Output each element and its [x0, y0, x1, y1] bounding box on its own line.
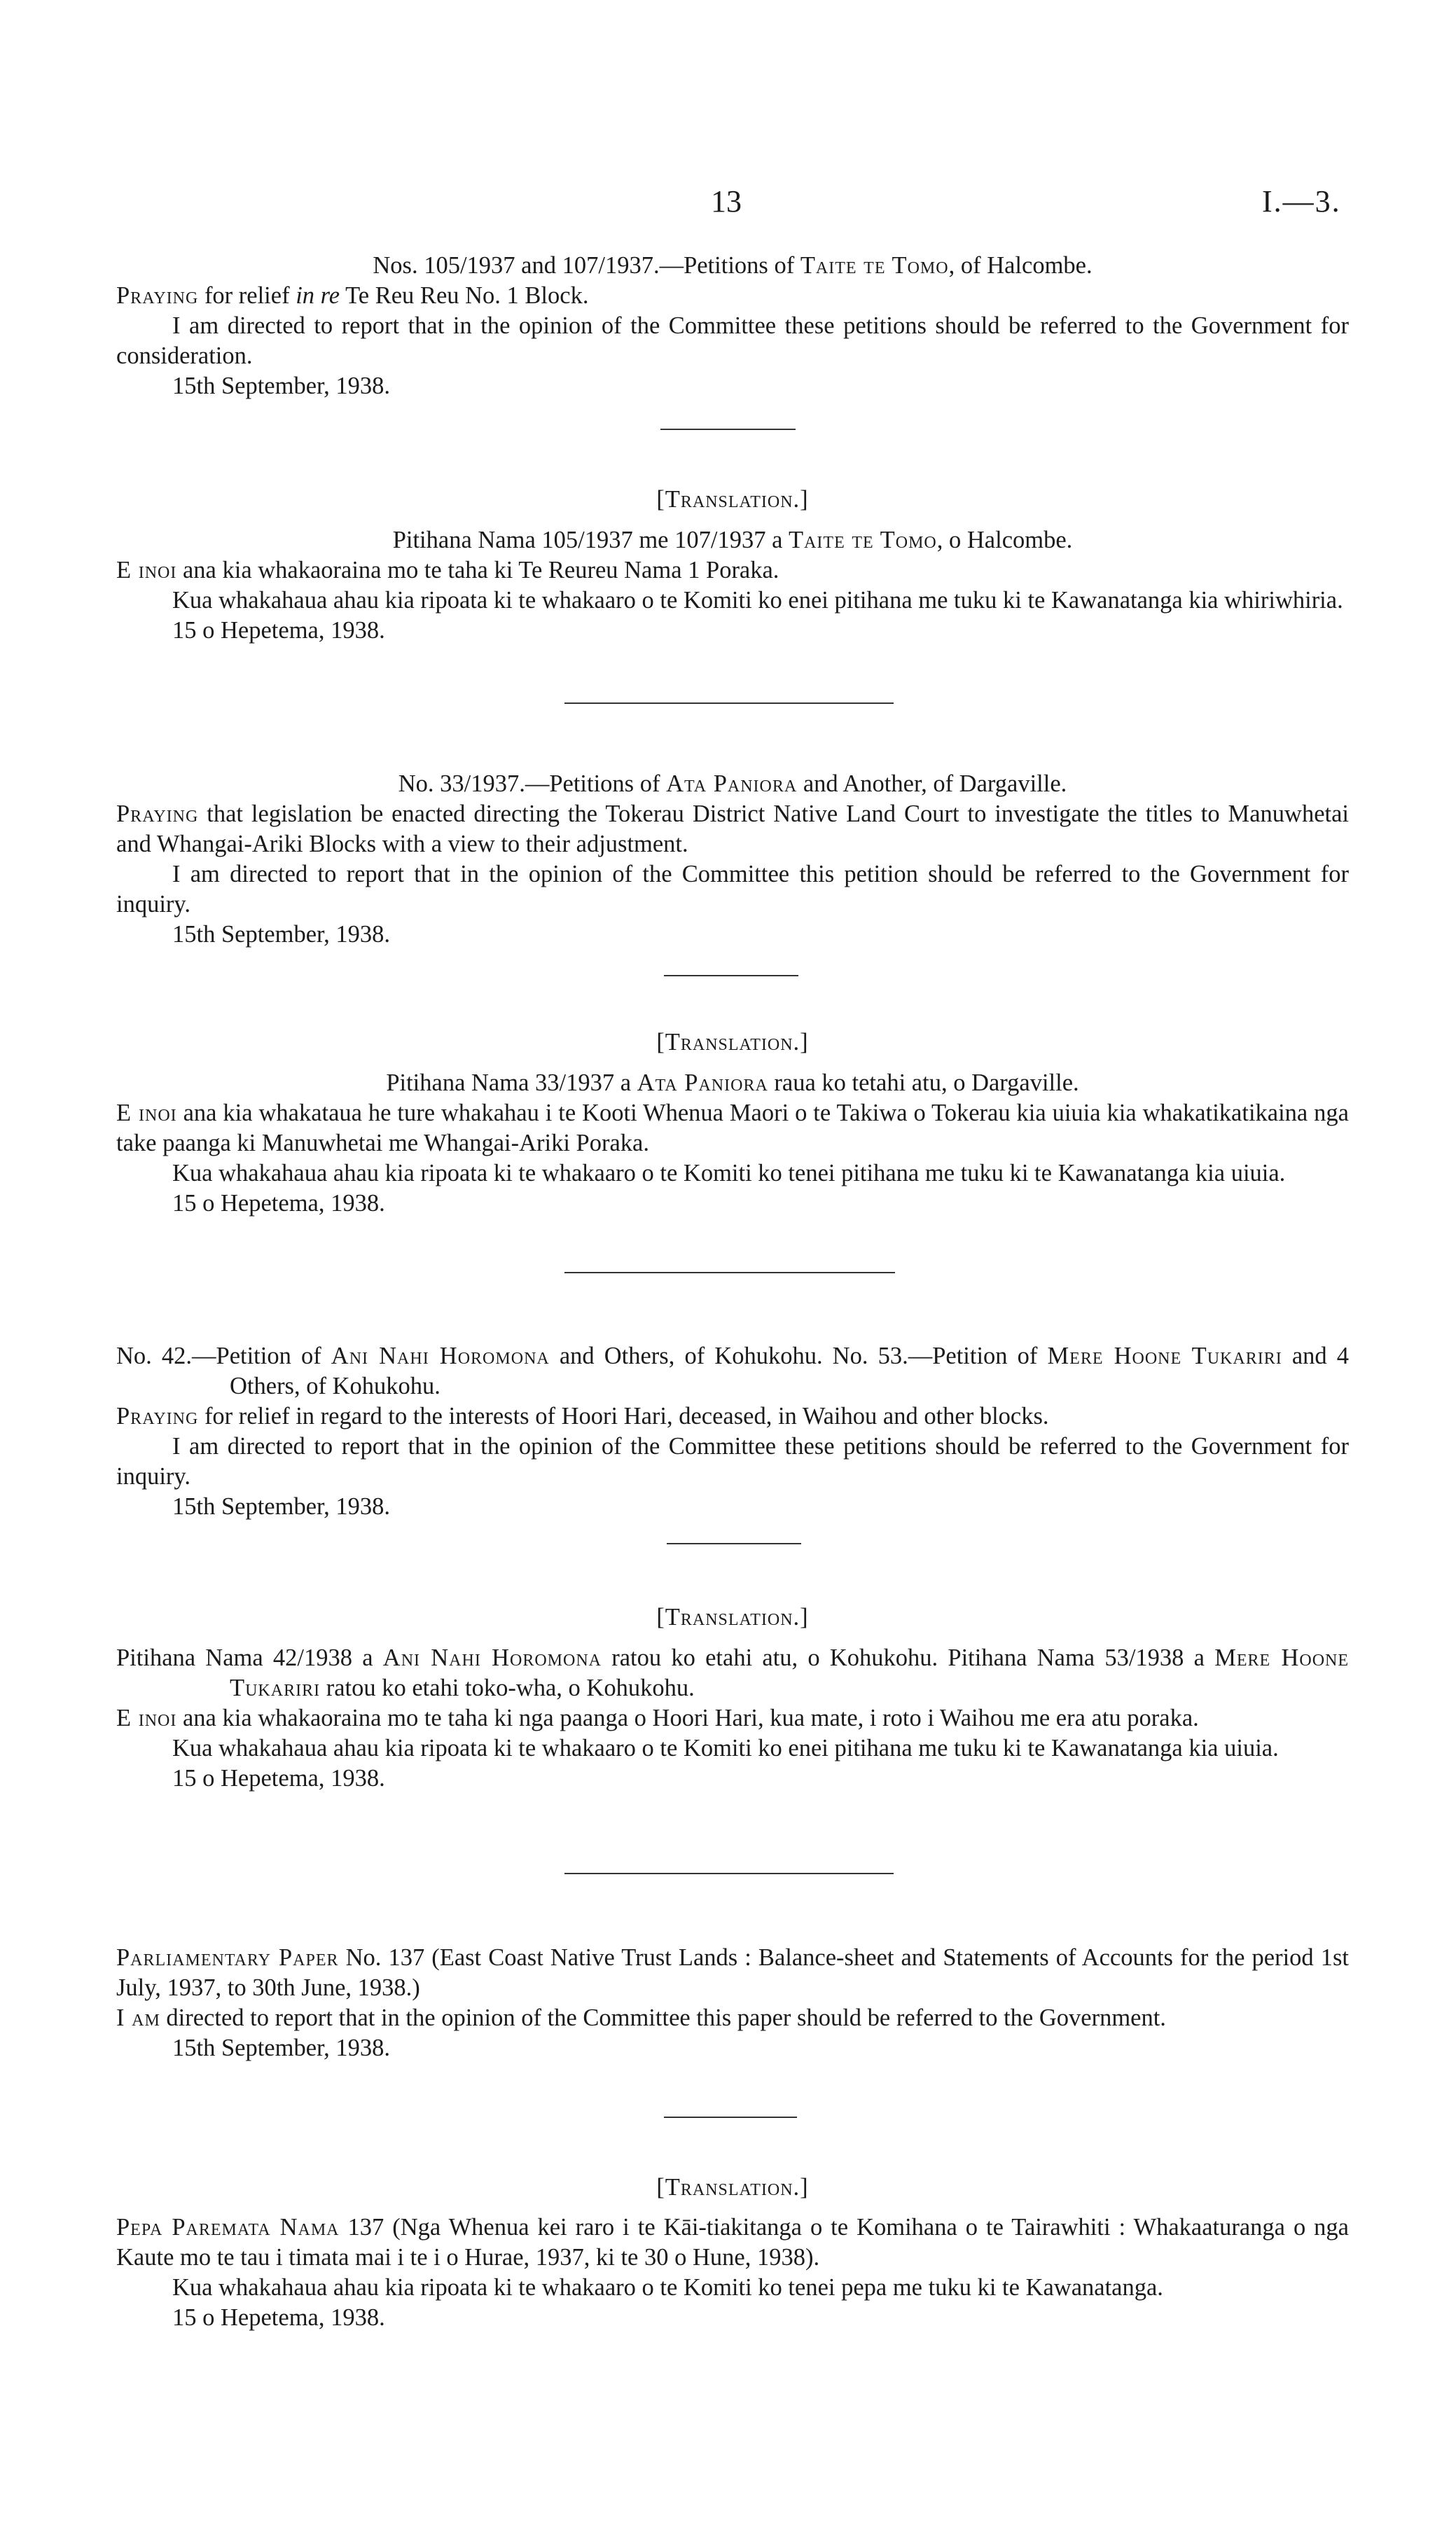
petition-33 [116, 769, 1349, 950]
report-date: 15 o Hepetema, 1938. [172, 617, 385, 644]
section-divider [664, 2117, 797, 2118]
petition-105-107 [116, 251, 1349, 401]
petition-title: Pitihana Nama 33/1937 a Ata Paniora raua ko tetahi atu, o Dargaville. [386, 1069, 1079, 1096]
report-text: Kua whakahaua ahau kia ripoata ki te whakaaro o te Komiti ko enei pitihana me tuku ki te Kawanatanga kia whiriwhiria. [172, 587, 1343, 614]
prayer-text: E inoi ana kia whakaoraina mo te taha ki Te Reureu Nama 1 Poraka. [116, 557, 779, 583]
report-text: Kua whakahaua ahau kia ripoata ki te whakaaro o te Komiti ko tenei pepa me tuku ki te Kawanatanga. [172, 2274, 1163, 2301]
report-date: 15 o Hepetema, 1938. [172, 1190, 385, 1217]
report-date: 15 o Hepetema, 1938. [172, 2304, 385, 2331]
section-divider [660, 429, 796, 430]
translation-33 [116, 1068, 1349, 1219]
report-date: 15th September, 1938. [172, 373, 390, 399]
report-date: 15 o Hepetema, 1938. [172, 1765, 385, 1792]
section-divider [667, 1543, 801, 1544]
report-text: Kua whakahaua ahau kia ripoata ki te whakaaro o te Komiti ko enei pitihana me tuku ki te Kawanatanga kia uiuia. [172, 1735, 1279, 1761]
prayer-text: Praying for relief in regard to the interests of Hoori Hari, deceased, in Waihou and other blocks. [116, 1403, 1049, 1429]
petition-title: Pitihana Nama 42/1938 a Ani Nahi Horomona ratou ko etahi atu, o Kohukohu. Pitihana Nama 53/1938 a Mere Hoone Tukariri ratou ko etahi toko-wha, o Kohukohu. [116, 1645, 1350, 1701]
petition-title: No. 33/1937.—Petitions of Ata Paniora and Another, of Dargaville. [398, 770, 1067, 797]
report-text: I am directed to report that in the opinion of the Committee this petition should be referred to the Government for inquiry. [116, 861, 1349, 918]
report-text: I am directed to report that in the opinion of the Committee this paper should be referred to the Government. [116, 2005, 1166, 2031]
paper-title: Parliamentary Paper No. 137 (East Coast Native Trust Lands : Balance-sheet and Statements of Accounts for the period 1st July, 1937, to 30th June, 1938.) [116, 1944, 1349, 2001]
paper-title: Pepa Paremata Nama 137 (Nga Whenua kei raro i te Kāi-tiakitanga o te Komihana o te Tairawhiti : Whakaaturanga o nga Kaute mo te tau i timata mai i te i o Hurae, 1937, ki te 30 o Hune, 1938). [116, 2214, 1349, 2271]
translation-label: [Translation.] [656, 486, 809, 513]
section-divider [664, 975, 798, 976]
report-date: 15th September, 1938. [172, 1493, 390, 1520]
translation-42-53 [116, 1643, 1349, 1794]
section-divider [564, 1272, 895, 1273]
prayer-text: E inoi ana kia whakaoraina mo te taha ki nga paanga o Hoori Hari, kua mate, i roto i Waihou me era atu poraka. [116, 1705, 1199, 1731]
section-divider [564, 702, 894, 704]
translation-label: [Translation.] [656, 1029, 809, 1055]
translation-paper-137 [116, 2213, 1349, 2333]
report-text: I am directed to report that in the opinion of the Committee these petitions should be referred to the Government for consideration. [116, 312, 1349, 369]
petition-title: Pitihana Nama 105/1937 me 107/1937 a Taite te Tomo, o Halcombe. [392, 527, 1073, 553]
translation-105-107 [116, 525, 1349, 646]
translation-label: [Translation.] [656, 2174, 809, 2201]
translation-label: [Translation.] [656, 1604, 809, 1630]
prayer-text: Praying that legislation be enacted directing the Tokerau District Native Land Court to investigate the titles to Manuwhetai and Whangai-Ariki Blocks with a view to their adjustment. [116, 801, 1349, 857]
section-divider [564, 1873, 894, 1874]
report-date: 15th September, 1938. [172, 2035, 390, 2061]
report-text: Kua whakahaua ahau kia ripoata ki te whakaaro o te Komiti ko tenei pitihana me tuku ki te Kawanatanga kia uiuia. [172, 1160, 1286, 1186]
prayer-text: Praying for relief in re Te Reu Reu No. 1 Block. [116, 282, 589, 309]
prayer-text: E inoi ana kia whakataua he ture whakahau i te Kooti Whenua Maori o te Takiwa o Tokerau kia uiuia kia whakatikatikaina nga take paanga ki Manuwhetai me Whangai-Ariki Poraka. [116, 1100, 1349, 1156]
parliamentary-paper-137 [116, 1943, 1349, 2063]
petition-title: No. 42.—Petition of Ani Nahi Horomona and Others, of Kohukohu. No. 53.—Petition of Mere Hoone Tukariri and 4 Others, of Kohukohu. [116, 1343, 1349, 1399]
petition-42-53 [116, 1341, 1349, 1522]
page-number: 13 [711, 184, 742, 219]
report-text: I am directed to report that in the opinion of the Committee these petitions should be referred to the Government for inquiry. [116, 1433, 1349, 1490]
page-reference: I.—3. [1262, 184, 1341, 219]
report-date: 15th September, 1938. [172, 921, 390, 948]
petition-title: Nos. 105/1937 and 107/1937.—Petitions of Taite te Tomo, of Halcombe. [373, 252, 1093, 279]
